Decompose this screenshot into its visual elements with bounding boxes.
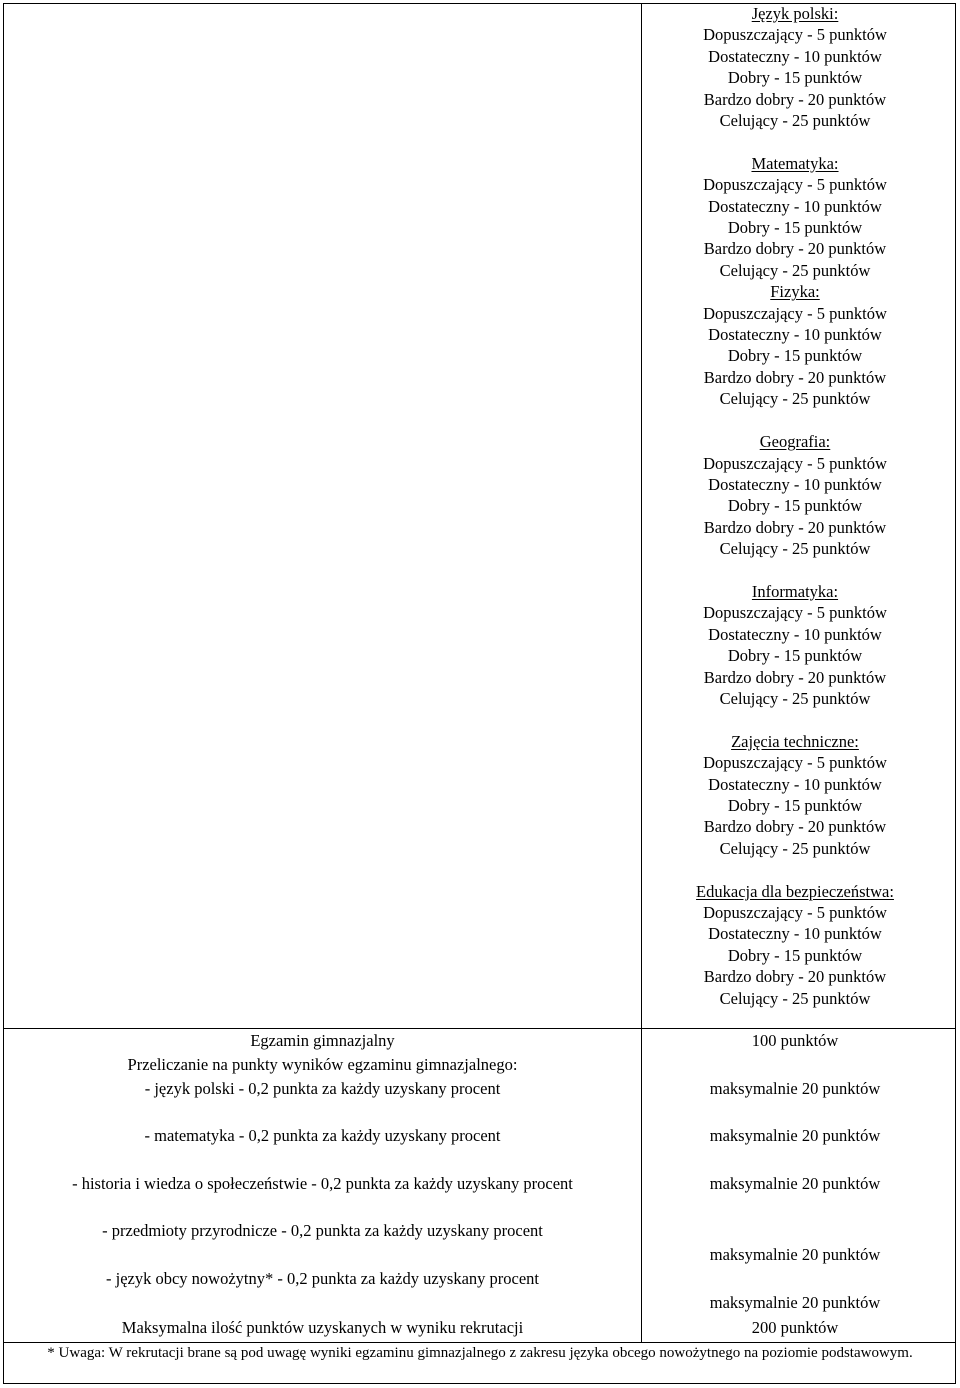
grade-line: Dopuszczający - 5 punktów [703,453,887,473]
grade-line: Bardzo dobry - 20 punktów [703,367,887,387]
grade-line: Bardzo dobry - 20 punktów [703,817,887,837]
grade-line: Dobry - 15 punktów [727,795,863,815]
grade-line: Bardzo dobry - 20 punktów [703,517,887,537]
subject-block [639,581,951,709]
grade-line: Celujący - 25 punktów [719,838,871,858]
grade-line: Celujący - 25 punktów [719,389,871,409]
grade-line: Dopuszczający - 5 punktów [703,175,887,195]
grade-line: Dobry - 15 punktów [727,346,863,366]
grade-line: Bardzo dobry - 20 punktów [703,239,887,259]
subject-block [639,3,951,131]
grade-line: Dopuszczający - 5 punktów [703,753,887,773]
exam-subtitle: Przeliczanie na punkty wyników egzaminu gimnazjalnego: [127,1054,518,1074]
exam-item-label: - matematyka - 0,2 punkta za każdy uzyskany procent [144,1126,501,1146]
subject-title: Geografia: [759,432,831,452]
subject-block [639,153,951,281]
subject-block [639,881,951,1009]
grade-line: Celujący - 25 punktów [719,260,871,280]
grade-line: Celujący - 25 punktów [719,111,871,131]
exam-title: Egzamin gimnazjalny [250,1031,395,1050]
grade-line: Dostateczny - 10 punktów [708,325,882,345]
subject-title: Fizyka: [770,282,820,302]
summary-value: 200 punktów [751,1318,839,1337]
subject-title: Informatyka: [751,581,839,601]
exam-item-label: - język obcy nowożytny* - 0,2 punkta za każdy uzyskany procent [106,1268,539,1288]
grade-line: Dobry - 15 punktów [727,945,863,965]
exam-item-max: maksymalnie 20 punktów [709,1245,881,1265]
exam-total: 100 punktów [751,1031,839,1050]
grade-line: Dopuszczający - 5 punktów [703,303,887,323]
exam-item-max: maksymalnie 20 punktów [709,1078,881,1098]
grade-line: Dostateczny - 10 punktów [708,774,882,794]
grade-line: Dobry - 15 punktów [727,68,863,88]
exam-item-label: - przedmioty przyrodnicze - 0,2 punkta za każdy uzyskany procent [102,1221,543,1241]
subject-title: Zajęcia techniczne: [731,731,859,751]
footnote: * Uwaga: W rekrutacji brane są pod uwagę wyniki egzaminu gimnazjalnego z zakresu języka obcego nowożytnego na poziomie podstawowym. [47,1345,913,1361]
grade-line: Dobry - 15 punktów [727,218,863,238]
grade-line: Dopuszczający - 5 punktów [703,902,887,922]
grade-line: Celujący - 25 punktów [719,539,871,559]
summary-label: Maksymalna ilość punktów uzyskanych w wyniku rekrutacji [121,1318,524,1337]
exam-item-max: maksymalnie 20 punktów [709,1126,881,1146]
grade-line: Dopuszczający - 5 punktów [703,603,887,623]
grade-line: Celujący - 25 punktów [719,988,871,1008]
grade-line: Dostateczny - 10 punktów [708,924,882,944]
exam-points [639,1029,951,1315]
grade-line: Bardzo dobry - 20 punktów [703,89,887,109]
subject-block [639,281,951,409]
subject-block [639,731,951,859]
grade-line: Celujący - 25 punktów [719,688,871,708]
grade-line: Dobry - 15 punktów [727,646,863,666]
grade-line: Dobry - 15 punktów [727,496,863,516]
exam-description [30,1029,615,1291]
subject-title: Język polski: [751,4,839,23]
grade-line: Bardzo dobry - 20 punktów [703,667,887,687]
subject-grades-column [639,3,951,1009]
grade-line: Dostateczny - 10 punktów [708,46,882,66]
grade-line: Dostateczny - 10 punktów [708,474,882,494]
exam-item-max: maksymalnie 20 punktów [709,1173,881,1193]
grade-line: Dopuszczający - 5 punktów [703,25,887,45]
grade-line: Bardzo dobry - 20 punktów [703,967,887,987]
exam-item-label: - historia i wiedza o społeczeństwie - 0,2 punkta za każdy uzyskany procent [72,1173,573,1193]
subject-title: Edukacja dla bezpieczeństwa: [696,881,894,901]
subject-block [639,431,951,559]
grade-line: Dostateczny - 10 punktów [708,196,882,216]
grade-line: Dostateczny - 10 punktów [708,624,882,644]
exam-item-max: maksymalnie 20 punktów [709,1292,881,1312]
exam-item-label: - język polski - 0,2 punkta za każdy uzyskany procent [144,1078,501,1098]
subject-title: Matematyka: [751,153,839,173]
